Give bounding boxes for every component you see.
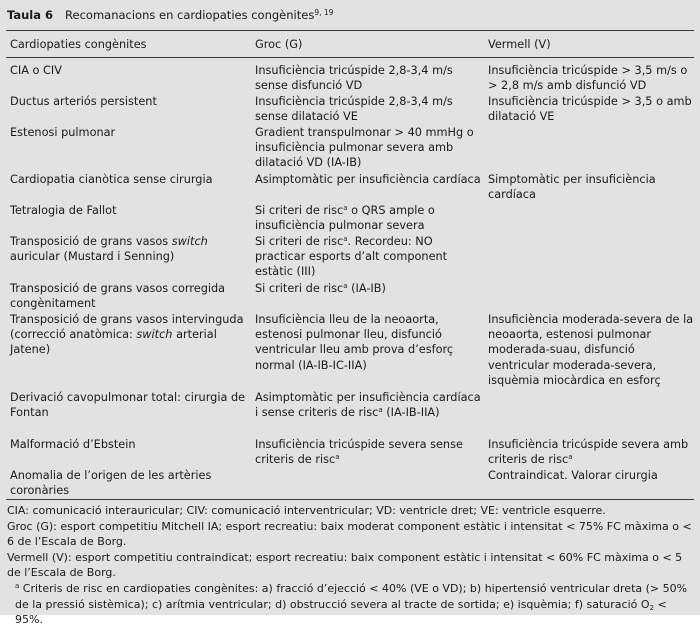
row-cianotica-groc: Asimptomàtic per insuficiència cardíaca xyxy=(255,173,481,186)
row-fallot-condition: Tetralogia de Fallot xyxy=(10,204,117,217)
row-cia-civ-condition: CIA o CIV xyxy=(10,64,62,77)
row-tgv-jatene-condition: Transposició de grans vasos intervinguda (correcció anatòmica: switch arterial Jatene) xyxy=(10,313,244,357)
header-rule xyxy=(6,57,694,58)
row-tgv-jatene-vermell: Insuficiència moderada-severa de la neoaorta, estenosi pulmonar moderada-suau, disfunció ventricular moderada-severa, isquèmia miocàrdica en esforç xyxy=(488,313,694,387)
row-coronaries-vermell: Contraindicat. Valorar cirurgia xyxy=(488,469,658,482)
note-vermell: Vermell (V): esport competitiu contraindicat; esport recreatiu: baix component estàtic i intensitat < 60% FC màxima o < 5 de l’Escala de Borg. xyxy=(7,550,683,580)
top-rule xyxy=(6,30,694,31)
table-caption xyxy=(7,6,694,24)
row-cianotica-condition: Cardiopatia cianòtica sense cirurgia xyxy=(10,173,213,186)
row-estenosi-condition: Estenosi pulmonar xyxy=(10,126,116,139)
note-groc: Groc (G): esport competitiu Mitchell IA; esport recreatiu: baix moderat component estàtic i intensitat < 75% FC màxima o < 6 de l’Escala de Borg. xyxy=(7,519,692,549)
header-groc: Groc (G) xyxy=(255,38,303,51)
row-ebstein-vermell: Insuficiència tricúspide severa amb criteris de risc$^a$ xyxy=(488,438,689,467)
row-estenosi-groc: Gradient transpulmonar > 40 mmHg o insuficiència pulmonar severa amb dilatació VD (IA-IB) xyxy=(255,126,474,170)
row-cianotica-vermell: Simptomàtic per insuficiència cardíaca xyxy=(488,173,656,202)
header-cardiopaties: Cardiopaties congènites xyxy=(10,38,147,51)
row-ductus-groc: Insuficiència tricúspide 2,8-3,4 m/s sense dilatació VE xyxy=(255,95,453,124)
row-cia-civ-groc: Insuficiència tricúspide 2,8-3,4 m/s sense disfunció VD xyxy=(255,64,453,93)
row-tgv-corregida-condition: Transposició de grans vasos corregida congènitament xyxy=(10,282,226,311)
row-ductus-condition: Ductus arteriós persistent xyxy=(10,95,157,108)
row-ductus-vermell: Insuficiència tricúspide > 3,5 o amb dilatació VE xyxy=(488,95,692,124)
table-title: Recomanacions en cardiopaties congènites xyxy=(65,8,315,22)
row-tgv-switch-auricular-groc: Si criteri de risc$^a$. Recordeu: NO practicar esports d’alt component estàtic (III) xyxy=(255,235,448,279)
row-ebstein-groc: Insuficiència tricúspide severa sense criteris de risc$^a$ xyxy=(255,438,463,467)
table-footnotes xyxy=(7,503,693,628)
row-cia-civ-vermell: Insuficiència tricúspide > 3,5 m/s o > 2,8 m/s amb disfunció VD xyxy=(488,64,688,93)
table-refs: 9, 19 xyxy=(314,8,334,17)
note-risk-criteria: $^a$ Criteris de risc en cardiopaties congènites: a) fracció d’ejecció < 40% (VE o VD); b) hipertensió ventricular dreta (> 50% de la pressió sistèmica); c) arítmia ventricular; d) obstrucció severa al tracte de sortida; e) isquèmia; f) saturació $O_2 < 95\%$. xyxy=(15,581,688,627)
bottom-rule xyxy=(6,499,694,500)
header-vermell: Vermell (V) xyxy=(488,38,551,51)
row-tgv-corregida-groc: Si criteri de risc$^a$ (IA-IB) xyxy=(255,282,386,295)
row-tgv-jatene-groc: Insuficiència lleu de la neoaorta, estenosi pulmonar lleu, disfunció ventricular lleu amb prova d’esforç normal (IA-IB-IC-IIA) xyxy=(255,313,454,372)
row-fallot-groc: Si criteri de risc$^a$ o QRS ample o insuficiència pulmonar severa xyxy=(255,204,435,233)
row-coronaries-condition: Anomalia de l’origen de les artèries coronàries xyxy=(10,469,212,498)
row-tgv-switch-auricular-condition: Transposició de grans vasos switch auricular (Mustard i Senning) xyxy=(10,235,208,264)
row-ebstein-condition: Malformació d’Ebstein xyxy=(10,438,136,451)
note-abbreviations: CIA: comunicació interauricular; CIV: comunicació interventricular; VD: ventricle dret; VE: ventricle esquerre. xyxy=(7,504,606,517)
table-label: Taula 6 xyxy=(7,8,54,22)
row-fontan-groc: Asimptomàtic per insuficiència cardíaca i sense criteris de risc$^a$ (IA-IB-IIA) xyxy=(255,391,481,420)
row-fontan-condition: Derivació cavopulmonar total: cirurgia de Fontan xyxy=(10,391,246,420)
